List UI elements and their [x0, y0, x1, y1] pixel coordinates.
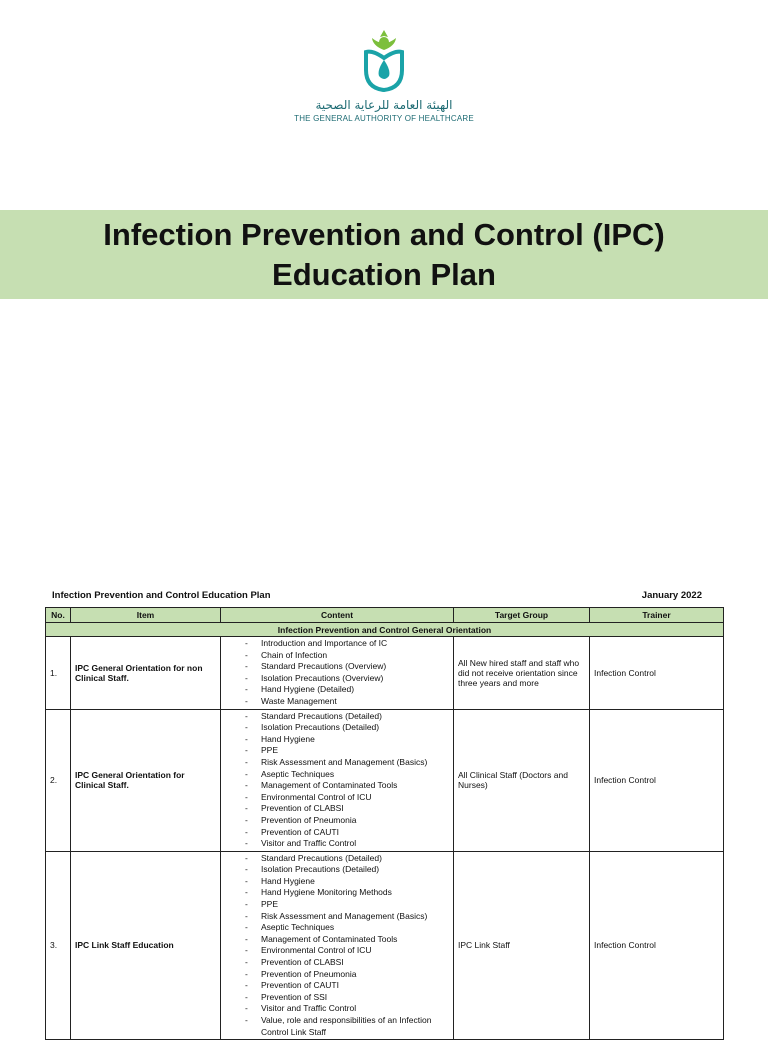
header-item: Item	[71, 608, 221, 623]
content-item: - Hand Hygiene	[225, 734, 449, 746]
content-item: - Visitor and Traffic Control	[225, 1003, 449, 1015]
table-row	[46, 637, 724, 710]
header-target: Target Group	[454, 608, 590, 623]
content-item: - Isolation Precautions (Detailed)	[225, 864, 449, 876]
content-item: - Value, role and responsibilities of an Infection Control Link Staff	[225, 1015, 449, 1038]
content-item: - Standard Precautions (Detailed)	[225, 853, 449, 865]
section-title: Infection Prevention and Control General Orientation	[46, 623, 724, 637]
content-item: - Prevention of Pneumonia	[225, 815, 449, 827]
row-target: All Clinical Staff (Doctors and Nurses)	[454, 709, 590, 851]
content-item: - Prevention of CLABSI	[225, 957, 449, 969]
row-no: 2.	[46, 709, 71, 851]
brand-english-name: THE GENERAL AUTHORITY OF HEALTHCARE	[294, 114, 474, 123]
page-title-line1: Infection Prevention and Control (IPC)	[103, 216, 665, 252]
content-item: - Hand Hygiene (Detailed)	[225, 684, 449, 696]
content-item: - Prevention of CAUTI	[225, 980, 449, 992]
table-row	[46, 851, 724, 1040]
row-no: 1.	[46, 637, 71, 710]
content-item: - Visitor and Traffic Control	[225, 838, 449, 850]
content-item: - Risk Assessment and Management (Basics)	[225, 911, 449, 923]
content-item: - Management of Contaminated Tools	[225, 934, 449, 946]
content-item: - Environmental Control of ICU	[225, 792, 449, 804]
row-content	[221, 851, 454, 1040]
row-target: IPC Link Staff	[454, 851, 590, 1040]
title-band	[0, 210, 768, 299]
authority-logo-icon	[359, 28, 409, 94]
content-item: - Aseptic Techniques	[225, 922, 449, 934]
logo	[0, 28, 768, 123]
content-item: - Risk Assessment and Management (Basics)	[225, 757, 449, 769]
row-trainer: Infection Control	[590, 709, 724, 851]
content-item: - Standard Precautions (Detailed)	[225, 711, 449, 723]
table-header-row	[46, 608, 724, 623]
doc-name: Infection Prevention and Control Education Plan	[52, 590, 271, 601]
content-item: - Prevention of CAUTI	[225, 827, 449, 839]
row-item: IPC General Orientation for non Clinical Staff.	[71, 637, 221, 710]
brand-arabic-name: الهيئة العامة للرعاية الصحية	[315, 98, 453, 112]
content-item: - Waste Management	[225, 696, 449, 708]
content-item: - Isolation Precautions (Detailed)	[225, 722, 449, 734]
row-content	[221, 709, 454, 851]
row-content	[221, 637, 454, 710]
section-row	[46, 623, 724, 637]
table-row	[46, 709, 724, 851]
row-trainer: Infection Control	[590, 637, 724, 710]
content-item: - Hand Hygiene Monitoring Methods	[225, 887, 449, 899]
header-content: Content	[221, 608, 454, 623]
content-item: - PPE	[225, 899, 449, 911]
row-no: 3.	[46, 851, 71, 1040]
content-item: - Prevention of CLABSI	[225, 803, 449, 815]
content-item: - Chain of Infection	[225, 650, 449, 662]
content-item: - Management of Contaminated Tools	[225, 780, 449, 792]
content-item: - Isolation Precautions (Overview)	[225, 673, 449, 685]
header-no: No.	[46, 608, 71, 623]
row-trainer: Infection Control	[590, 851, 724, 1040]
page-title-line2: Education Plan	[272, 256, 496, 292]
education-plan-table	[45, 607, 724, 1040]
content-item: - Environmental Control of ICU	[225, 945, 449, 957]
content-item: - Prevention of SSI	[225, 992, 449, 1004]
content-item: - Hand Hygiene	[225, 876, 449, 888]
row-target: All New hired staff and staff who did not receive orientation since three years and more	[454, 637, 590, 710]
content-item: - Prevention of Pneumonia	[225, 969, 449, 981]
content-item: - Standard Precautions (Overview)	[225, 661, 449, 673]
header-trainer: Trainer	[590, 608, 724, 623]
content-item: - Aseptic Techniques	[225, 769, 449, 781]
row-item: IPC General Orientation for Clinical Staff.	[71, 709, 221, 851]
content-item: - Introduction and Importance of IC	[225, 638, 449, 650]
row-item: IPC Link Staff Education	[71, 851, 221, 1040]
content-item: - PPE	[225, 745, 449, 757]
doc-date: January 2022	[641, 590, 702, 601]
